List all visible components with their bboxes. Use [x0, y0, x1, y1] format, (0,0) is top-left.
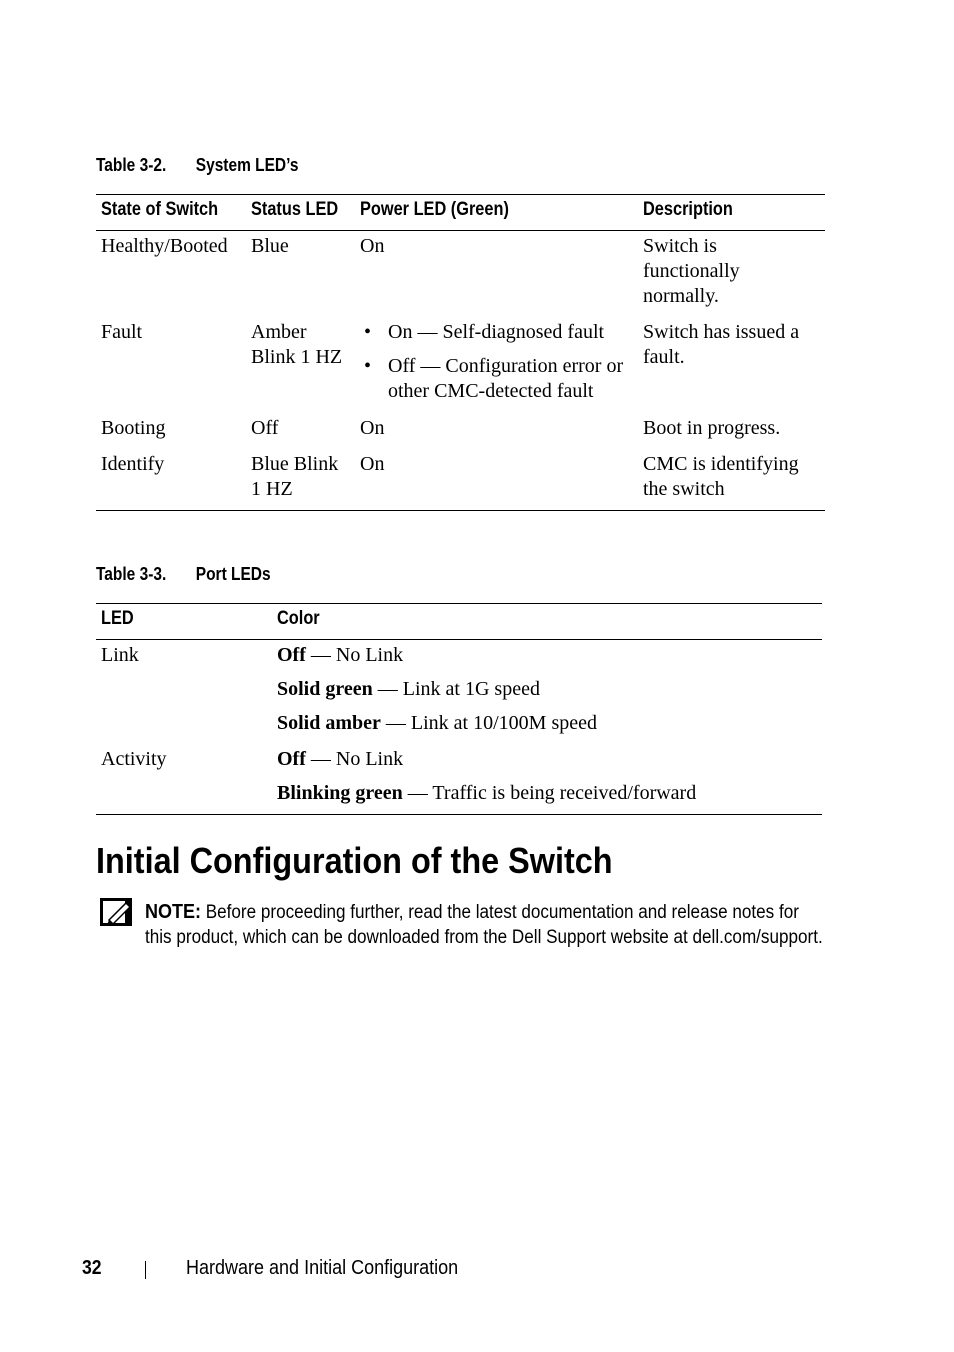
table-cell: Blue Blink 1 HZ	[251, 453, 339, 500]
table-title: Port LEDs	[195, 564, 271, 584]
note-body: Before proceeding further, read the latest documentation and release notes for this product, which can be downloaded from the Dell Support website at dell.com/support.	[145, 902, 823, 948]
table-top-rule	[96, 194, 825, 195]
color-entry	[277, 711, 597, 736]
color-state: Solid amber	[277, 712, 381, 734]
table-cell: Amber Blink 1 HZ	[251, 321, 343, 368]
column-header: Color	[277, 608, 320, 629]
table-cell: Fault	[101, 321, 143, 343]
color-meaning: — Traffic is being received/forward	[402, 782, 697, 804]
table-caption	[96, 564, 271, 585]
table-number: Table 3-2.	[96, 155, 167, 175]
list-item-text: Off — Configuration error or other CMC-detected fault	[388, 355, 624, 402]
column-header: Description	[643, 199, 733, 220]
footer-divider	[145, 1261, 146, 1279]
note-label: NOTE:	[145, 901, 201, 923]
table-number: Table 3-3.	[96, 564, 167, 584]
color-entry	[277, 747, 403, 772]
color-entry	[277, 677, 540, 702]
table-cell: On	[360, 235, 385, 257]
color-meaning: — No Link	[305, 748, 404, 770]
table-cell: On	[360, 417, 385, 439]
color-meaning: — Link at 1G speed	[372, 678, 540, 700]
section-heading: Initial Configuration of the Switch	[96, 840, 613, 881]
table-cell: Off	[251, 417, 279, 439]
color-meaning: — No Link	[305, 644, 404, 666]
table-bottom-rule	[96, 814, 822, 815]
table-caption	[96, 155, 298, 176]
color-state: Blinking green	[277, 782, 403, 804]
table-cell: Switch is functionally normally.	[643, 235, 740, 307]
table-cell: Healthy/Booted	[101, 235, 228, 257]
list-item	[364, 354, 639, 404]
table-cell: Boot in progress.	[643, 417, 781, 439]
page-number: 32	[82, 1257, 102, 1279]
list-item-text: On — Self-diagnosed fault	[388, 321, 605, 343]
color-entry	[277, 781, 696, 806]
table-header-rule	[96, 230, 825, 231]
table-cell: CMC is identifying the switch	[643, 453, 799, 500]
column-header: Status LED	[251, 199, 339, 220]
note-text	[145, 900, 829, 950]
table-header-rule	[96, 639, 822, 640]
chapter-title: Hardware and Initial Configuration	[186, 1257, 459, 1279]
column-header: LED	[101, 608, 134, 629]
table-cell: On	[360, 453, 385, 475]
color-state: Solid green	[277, 678, 373, 700]
table-cell: Blue	[251, 235, 289, 257]
table-bottom-rule	[96, 510, 825, 511]
color-entry	[277, 643, 403, 668]
bullet-icon: •	[364, 355, 372, 377]
table-top-rule	[96, 603, 822, 604]
column-header: Power LED (Green)	[360, 199, 509, 220]
column-header: State of Switch	[101, 199, 219, 220]
table-cell: Identify	[101, 453, 165, 475]
list-item	[364, 320, 639, 345]
color-state: Off	[277, 748, 306, 770]
color-state: Off	[277, 644, 306, 666]
table-title: System LED’s	[195, 155, 299, 175]
table-cell: Link	[101, 644, 139, 666]
color-meaning: — Link at 10/100M speed	[380, 712, 597, 734]
table-cell: Booting	[101, 417, 166, 439]
table-cell: Switch has issued a fault.	[643, 321, 800, 368]
table-cell: Activity	[101, 748, 167, 770]
bullet-icon: •	[364, 321, 372, 343]
note-pencil-icon	[100, 898, 132, 926]
